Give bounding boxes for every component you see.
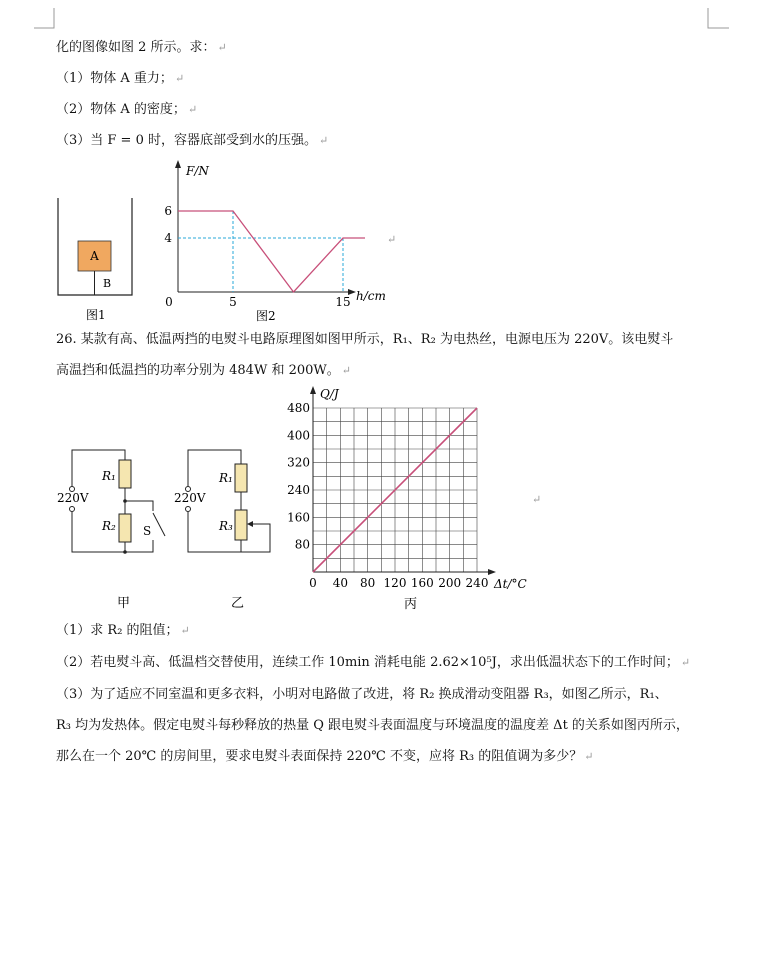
x-tick-label: 240: [465, 576, 489, 590]
switch-label: S: [143, 524, 152, 538]
circuit-yi-caption: 乙: [231, 596, 245, 611]
x-tick-label: 0: [165, 295, 173, 309]
r1-label: R₁: [219, 471, 233, 485]
resistor-r2: [119, 514, 131, 542]
x-tick-label: 40: [332, 576, 348, 590]
crop-mark-top-right: [707, 8, 729, 30]
text-line: R₃ 均为发热体。假定电熨斗每秒释放的热量 Q 跟电熨斗表面温度与环境温度的温度差 Δt 的关系如图丙所示，: [56, 718, 689, 733]
y-axis-label: Q/J: [320, 387, 339, 401]
problem-26-line-2: 高温挡和低温挡的功率分别为 484W 和 200W。 ↵: [56, 363, 351, 378]
circuit-yi-diagram: [168, 440, 288, 615]
y-axis-label: F/N: [186, 164, 209, 178]
r3-label: R₃: [219, 519, 233, 533]
crop-mark-top-left: [34, 8, 56, 30]
figure-bing-caption: 丙: [404, 597, 418, 612]
paragraph-mark: ↵: [387, 233, 397, 246]
y-axis-arrow: [310, 386, 316, 394]
figure-2-caption: 图2: [256, 309, 276, 323]
x-tick-label: 200: [438, 576, 462, 590]
r1-label: R₁: [102, 469, 116, 483]
figure-2-force-height-chart: [160, 158, 390, 328]
block-a-label: A: [90, 249, 99, 263]
question-item: （1）求 R₂ 的阻值； ↵: [56, 623, 190, 638]
y-tick-label: 320: [287, 455, 310, 470]
y-tick-label: 240: [287, 483, 310, 497]
figure-1-container-diagram: [50, 190, 140, 330]
circuit-jia-diagram: [52, 440, 172, 615]
x-tick-label: 5: [229, 295, 237, 309]
question-item: （1）物体 A 重力； ↵: [56, 71, 185, 86]
rheostat-r3: [235, 510, 247, 540]
problem-26-line-1: 26. 某款有高、低温两挡的电熨斗电路原理图如图甲所示，R₁、R₂ 为电热丝，电源电压为 220V。该电熨斗: [56, 332, 674, 347]
y-axis-arrow: [175, 160, 181, 168]
x-axis-label: Δt/°C: [494, 577, 527, 591]
y-tick-label: 400: [287, 428, 310, 443]
x-tick-label: 160: [410, 576, 434, 590]
y-tick-label: 6: [164, 204, 172, 218]
x-tick-label: 80: [360, 576, 376, 590]
text-line: 化的图像如图 2 所示。求： ↵: [56, 40, 227, 55]
x-tick-label: 120: [383, 576, 407, 590]
x-tick-label: 15: [335, 295, 351, 309]
question-item: （3）为了适应不同室温和更多衣料，小明对电路做了改进，将 R₂ 换成滑动变阻器 R₃，如图乙所示，R₁、: [56, 687, 668, 702]
text-line: 那么在一个 20℃ 的房间里，要求电熨斗表面保持 220℃ 不变，应将 R₃ 的阻值调为多少？ ↵: [56, 749, 594, 764]
y-tick-label: 160: [287, 510, 310, 525]
force-curve: [178, 211, 365, 292]
x-tick-label: 0: [309, 576, 317, 590]
voltage-label: 220V: [174, 491, 206, 505]
figure-bing-heat-chart: [280, 386, 545, 618]
r2-label: R₂: [102, 519, 116, 533]
x-axis-arrow: [488, 569, 496, 575]
voltage-label: 220V: [57, 491, 89, 505]
resistor-r1: [235, 464, 247, 492]
y-tick-label: 4: [164, 231, 172, 245]
string-label: B: [103, 277, 112, 290]
x-axis-label: h/cm: [356, 289, 386, 303]
terminal-bottom: [70, 507, 75, 512]
question-item: （2）若电熨斗高、低温档交替使用，连续工作 10min 消耗电能 2.62×10⁵J，求出低温状态下的工作时间； ↵: [56, 655, 691, 670]
y-tick-label: 480: [287, 401, 310, 415]
paragraph-mark: ↵: [532, 493, 542, 506]
figure-1-caption: 图1: [86, 308, 106, 322]
question-item: （2）物体 A 的密度； ↵: [56, 102, 198, 117]
terminal-bottom: [186, 507, 191, 512]
y-tick-label: 80: [294, 537, 310, 552]
question-item: （3）当 F = 0 时，容器底部受到水的压强。 ↵: [56, 133, 329, 148]
resistor-r1: [119, 460, 131, 488]
switch-s: [153, 513, 165, 536]
circuit-jia-caption: 甲: [117, 596, 131, 611]
